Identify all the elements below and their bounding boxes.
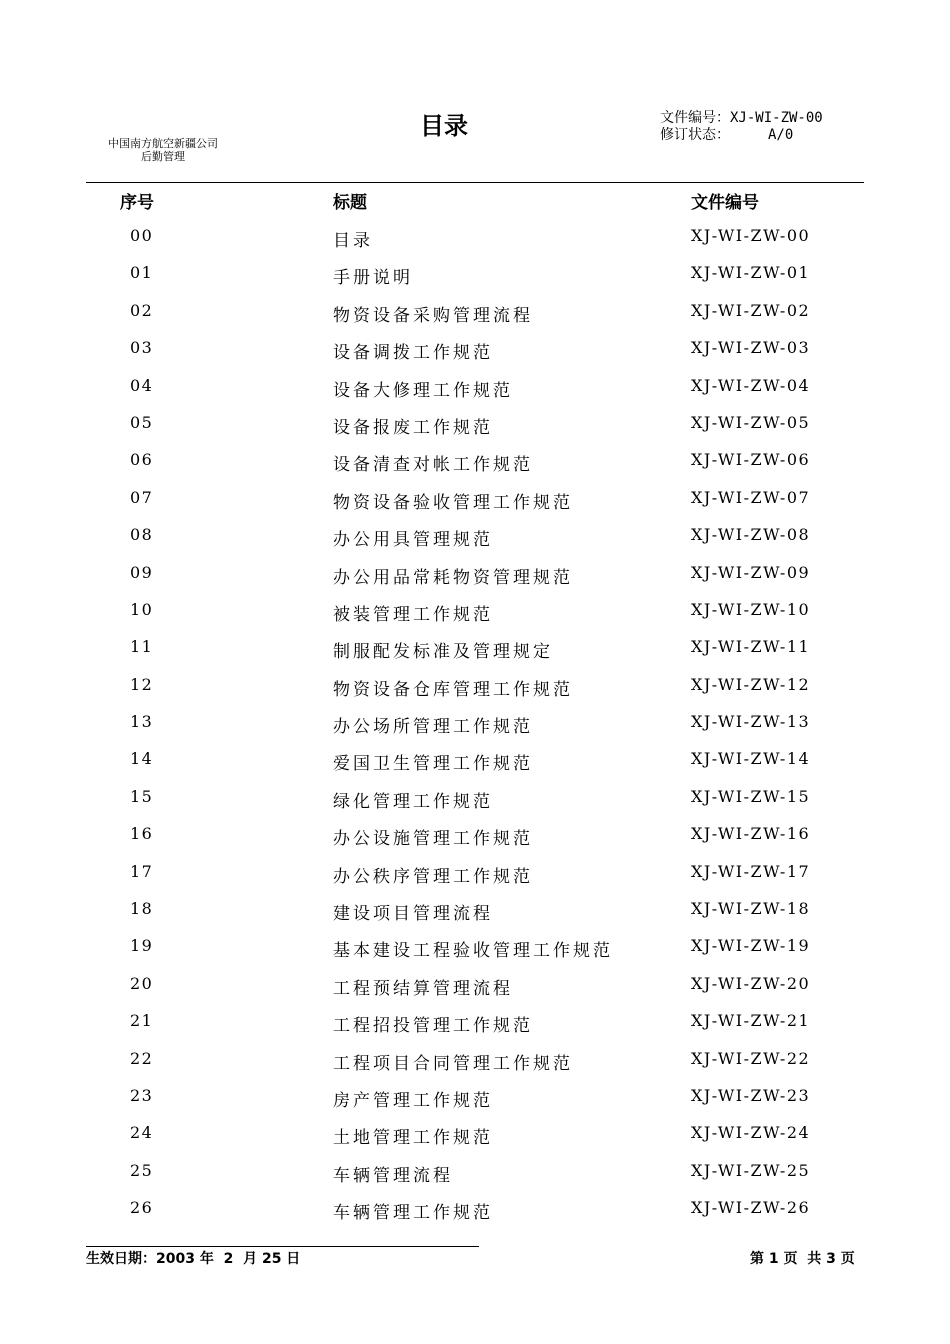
table-row bbox=[0, 787, 950, 824]
row-title: 物资设备验收管理工作规范 bbox=[333, 492, 573, 513]
row-number: 04 bbox=[130, 375, 154, 395]
row-number: 07 bbox=[130, 487, 154, 507]
row-number: 01 bbox=[130, 263, 154, 283]
row-code: XJ-WI-ZW-23 bbox=[691, 1085, 811, 1105]
row-title: 办公用品常耗物资管理规范 bbox=[333, 567, 573, 588]
company-name bbox=[100, 137, 226, 163]
effective-date: 生效日期：2003 年 2 月 25 日 bbox=[86, 1251, 301, 1267]
table-row bbox=[0, 413, 950, 450]
document-info bbox=[660, 110, 823, 144]
row-code: XJ-WI-ZW-18 bbox=[691, 899, 811, 919]
row-code: XJ-WI-ZW-11 bbox=[691, 637, 811, 657]
table-row bbox=[0, 563, 950, 600]
row-title: 车辆管理流程 bbox=[333, 1165, 453, 1186]
row-number: 02 bbox=[130, 300, 154, 320]
row-number: 06 bbox=[130, 450, 154, 470]
table-row bbox=[0, 263, 950, 300]
table-row bbox=[0, 824, 950, 861]
table-row bbox=[0, 1049, 950, 1086]
row-code: XJ-WI-ZW-19 bbox=[691, 936, 811, 956]
row-code: XJ-WI-ZW-24 bbox=[691, 1123, 811, 1143]
row-number: 10 bbox=[130, 599, 154, 619]
row-code: XJ-WI-ZW-04 bbox=[691, 375, 811, 395]
column-header-number: 序号 bbox=[120, 193, 154, 213]
row-title: 办公设施管理工作规范 bbox=[333, 829, 533, 850]
company-line2: 后勤管理 bbox=[141, 150, 185, 163]
row-number: 08 bbox=[130, 525, 154, 545]
row-code: XJ-WI-ZW-01 bbox=[691, 263, 811, 283]
table-row bbox=[0, 488, 950, 525]
column-header-code: 文件编号 bbox=[691, 193, 759, 213]
row-number: 24 bbox=[130, 1123, 154, 1143]
row-code: XJ-WI-ZW-25 bbox=[691, 1160, 811, 1180]
row-title: 设备清查对帐工作规范 bbox=[333, 455, 533, 476]
row-code: XJ-WI-ZW-09 bbox=[691, 562, 811, 582]
table-row bbox=[0, 1198, 950, 1235]
row-number: 25 bbox=[130, 1160, 154, 1180]
table-row bbox=[0, 1123, 950, 1160]
table-row bbox=[0, 301, 950, 338]
row-title: 办公用具管理规范 bbox=[333, 530, 493, 551]
row-title: 工程招投管理工作规范 bbox=[333, 1016, 533, 1037]
table-row bbox=[0, 226, 950, 263]
table-row bbox=[0, 600, 950, 637]
row-title: 物资设备采购管理流程 bbox=[333, 305, 533, 326]
table-row bbox=[0, 749, 950, 786]
table-row bbox=[0, 974, 950, 1011]
row-title: 物资设备仓库管理工作规范 bbox=[333, 679, 573, 700]
row-code: XJ-WI-ZW-17 bbox=[691, 861, 811, 881]
row-title: 爱国卫生管理工作规范 bbox=[333, 754, 533, 775]
row-number: 09 bbox=[130, 562, 154, 582]
row-number: 12 bbox=[130, 674, 154, 694]
doc-number-label: 文件编号： bbox=[660, 110, 730, 126]
table-row bbox=[0, 899, 950, 936]
row-code: XJ-WI-ZW-08 bbox=[691, 525, 811, 545]
row-code: XJ-WI-ZW-13 bbox=[691, 712, 811, 732]
table-row bbox=[0, 675, 950, 712]
row-number: 19 bbox=[130, 936, 154, 956]
row-code: XJ-WI-ZW-16 bbox=[691, 824, 811, 844]
row-number: 18 bbox=[130, 899, 154, 919]
row-title: 办公秩序管理工作规范 bbox=[333, 866, 533, 887]
row-number: 05 bbox=[130, 412, 154, 432]
table-row bbox=[0, 1011, 950, 1048]
row-title: 工程预结算管理流程 bbox=[333, 978, 513, 999]
row-title: 办公场所管理工作规范 bbox=[333, 717, 533, 738]
row-code: XJ-WI-ZW-22 bbox=[691, 1048, 811, 1068]
row-code: XJ-WI-ZW-12 bbox=[691, 674, 811, 694]
row-title: 设备报废工作规范 bbox=[333, 417, 493, 438]
table-row bbox=[0, 637, 950, 674]
row-title: 制服配发标准及管理规定 bbox=[333, 642, 553, 663]
row-number: 15 bbox=[130, 786, 154, 806]
row-code: XJ-WI-ZW-14 bbox=[691, 749, 811, 769]
table-row bbox=[0, 936, 950, 973]
row-number: 26 bbox=[130, 1198, 154, 1218]
header-divider bbox=[86, 182, 864, 183]
footer-divider bbox=[86, 1246, 479, 1247]
row-number: 22 bbox=[130, 1048, 154, 1068]
row-code: XJ-WI-ZW-26 bbox=[691, 1198, 811, 1218]
table-row bbox=[0, 1161, 950, 1198]
table-row bbox=[0, 338, 950, 375]
doc-number: XJ-WI-ZW-00 bbox=[730, 110, 823, 126]
row-number: 17 bbox=[130, 861, 154, 881]
page-title: 目录 bbox=[420, 112, 468, 140]
row-code: XJ-WI-ZW-21 bbox=[691, 1011, 811, 1031]
row-title: 设备调拨工作规范 bbox=[333, 343, 493, 364]
table-row bbox=[0, 712, 950, 749]
row-title: 被装管理工作规范 bbox=[333, 604, 493, 625]
row-number: 23 bbox=[130, 1085, 154, 1105]
row-number: 03 bbox=[130, 338, 154, 358]
row-title: 手册说明 bbox=[333, 268, 413, 289]
row-number: 00 bbox=[130, 226, 154, 245]
table-row bbox=[0, 376, 950, 413]
row-code: XJ-WI-ZW-07 bbox=[691, 487, 811, 507]
row-code: XJ-WI-ZW-20 bbox=[691, 973, 811, 993]
row-number: 21 bbox=[130, 1011, 154, 1031]
table-row bbox=[0, 450, 950, 487]
row-code: XJ-WI-ZW-06 bbox=[691, 450, 811, 470]
row-title: 目录 bbox=[333, 231, 373, 251]
row-title: 车辆管理工作规范 bbox=[333, 1203, 493, 1224]
column-header-title: 标题 bbox=[333, 193, 367, 213]
row-number: 14 bbox=[130, 749, 154, 769]
row-code: XJ-WI-ZW-03 bbox=[691, 338, 811, 358]
revision: A/0 bbox=[768, 127, 794, 143]
row-title: 建设项目管理流程 bbox=[333, 904, 493, 925]
row-title: 房产管理工作规范 bbox=[333, 1090, 493, 1111]
row-code: XJ-WI-ZW-15 bbox=[691, 786, 811, 806]
row-code: XJ-WI-ZW-05 bbox=[691, 412, 811, 432]
revision-label: 修订状态： bbox=[660, 127, 730, 143]
row-code: XJ-WI-ZW-00 bbox=[691, 226, 811, 245]
row-title: 土地管理工作规范 bbox=[333, 1128, 493, 1149]
company-line1: 中国南方航空新疆公司 bbox=[108, 137, 218, 150]
row-title: 绿化管理工作规范 bbox=[333, 791, 493, 812]
row-number: 16 bbox=[130, 824, 154, 844]
row-title: 工程项目合同管理工作规范 bbox=[333, 1053, 573, 1074]
row-number: 20 bbox=[130, 973, 154, 993]
row-title: 基本建设工程验收管理工作规范 bbox=[333, 941, 613, 962]
row-code: XJ-WI-ZW-02 bbox=[691, 300, 811, 320]
row-number: 11 bbox=[130, 637, 154, 657]
toc-table bbox=[0, 226, 950, 1236]
table-row bbox=[0, 525, 950, 562]
row-number: 13 bbox=[130, 712, 154, 732]
page-info: 第 1 页 共 3 页 bbox=[750, 1251, 855, 1267]
row-code: XJ-WI-ZW-10 bbox=[691, 599, 811, 619]
table-row bbox=[0, 862, 950, 899]
table-row bbox=[0, 1086, 950, 1123]
row-title: 设备大修理工作规范 bbox=[333, 380, 513, 401]
